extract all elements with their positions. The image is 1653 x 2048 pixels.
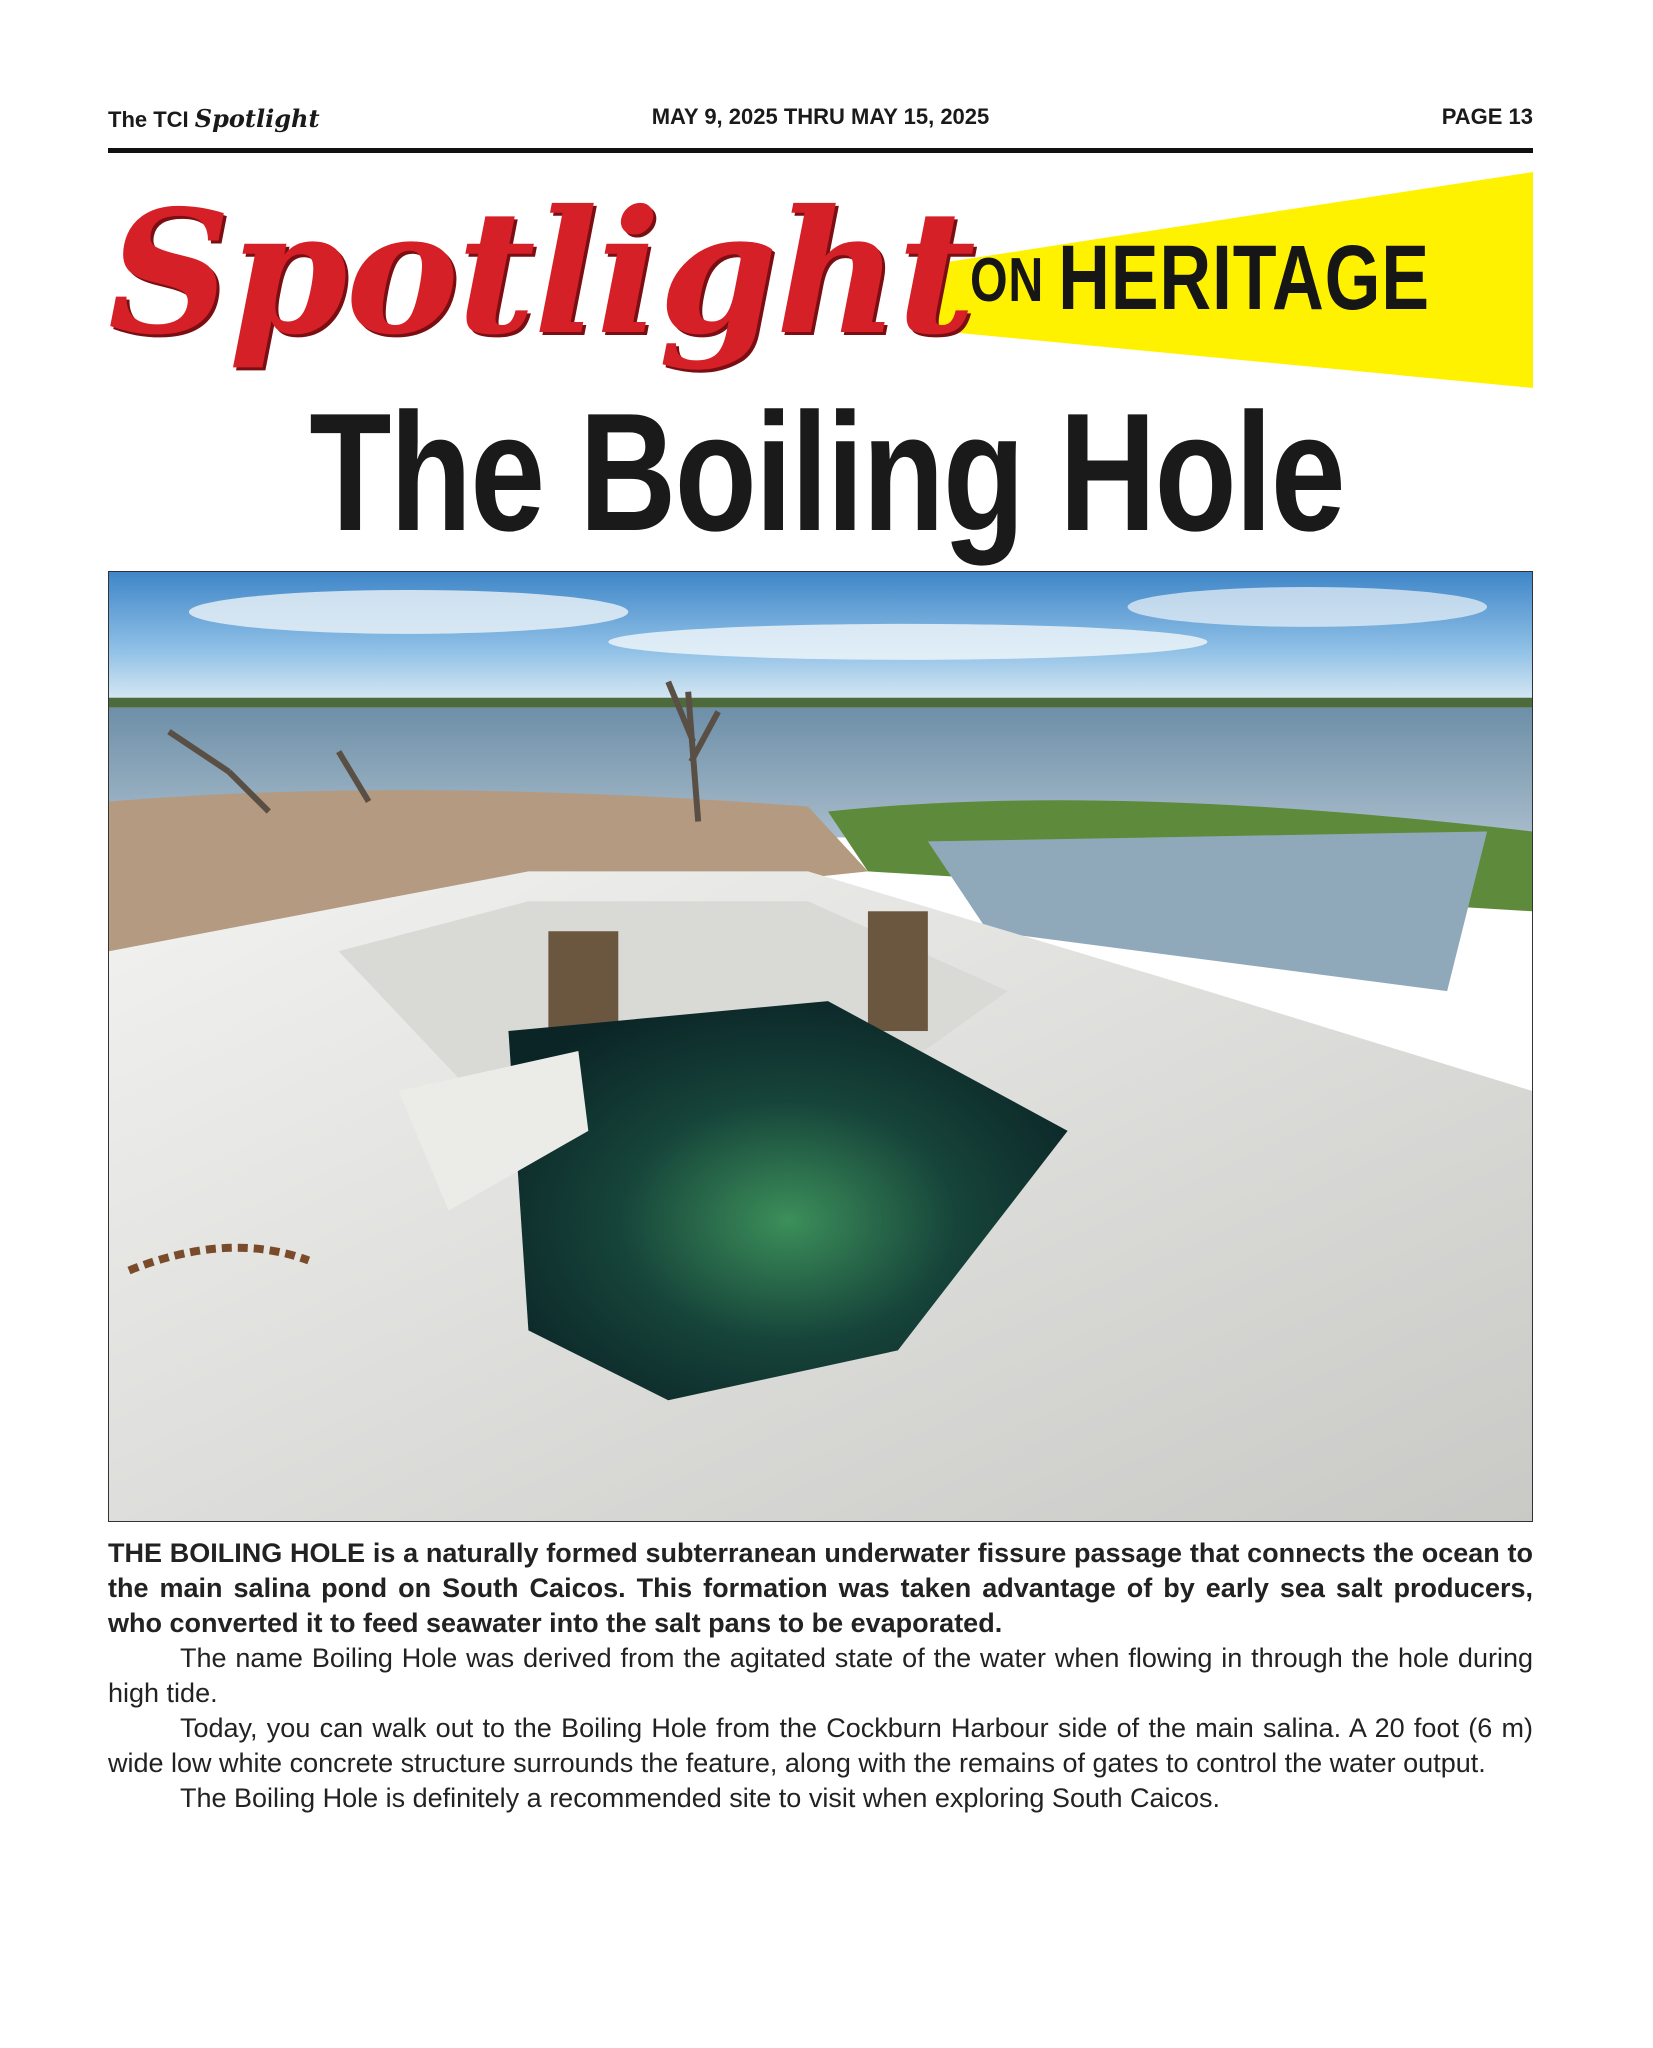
cloud <box>608 624 1207 660</box>
boiling-hole-photo <box>108 571 1533 1522</box>
heritage-word: HERITAGE <box>1058 227 1430 329</box>
issue-date-range: MAY 9, 2025 THRU MAY 15, 2025 <box>651 104 990 129</box>
sluice-gate-right <box>868 911 928 1031</box>
publication-prefix: The TCI <box>108 107 189 132</box>
publication-brand: Spotlight <box>194 104 320 133</box>
cloud <box>1128 587 1487 627</box>
photo-illustration <box>109 572 1532 1521</box>
article-paragraph: The name Boiling Hole was derived from the agitated state of the water when flowing in through the hole during high tide. <box>108 1643 1533 1708</box>
article-body <box>108 1536 1533 1816</box>
on-word: ON <box>970 246 1045 315</box>
cloud <box>189 590 628 634</box>
spotlight-wordmark: Spotlight <box>108 173 974 373</box>
article-paragraph: Today, you can walk out to the Boiling Hole from the Cockburn Harbour side of the main salina. A 20 foot (6 m) wide low white concrete structure surrounds the feature, along with the remains of gates to control the water output. <box>108 1713 1533 1778</box>
section-banner <box>108 170 1533 400</box>
article-lead: THE BOILING HOLE is a naturally formed subterranean underwater fissure passage that connects the ocean to the main salina pond on South Caicos. This formation was taken advantage of by early sea salt producers, who converted it to feed seawater into the salt pans to be evaporated. <box>108 1538 1533 1638</box>
article-title-text: The Boiling Hole <box>309 378 1344 566</box>
far-shore <box>109 698 1532 708</box>
header-rule <box>108 148 1533 153</box>
article-title <box>0 378 1653 566</box>
on-heritage-label <box>970 227 1430 329</box>
page-header <box>108 100 1533 140</box>
page-number: PAGE 13 <box>1441 104 1533 129</box>
article-paragraph: The Boiling Hole is definitely a recommended site to visit when exploring South Caicos. <box>180 1783 1221 1813</box>
